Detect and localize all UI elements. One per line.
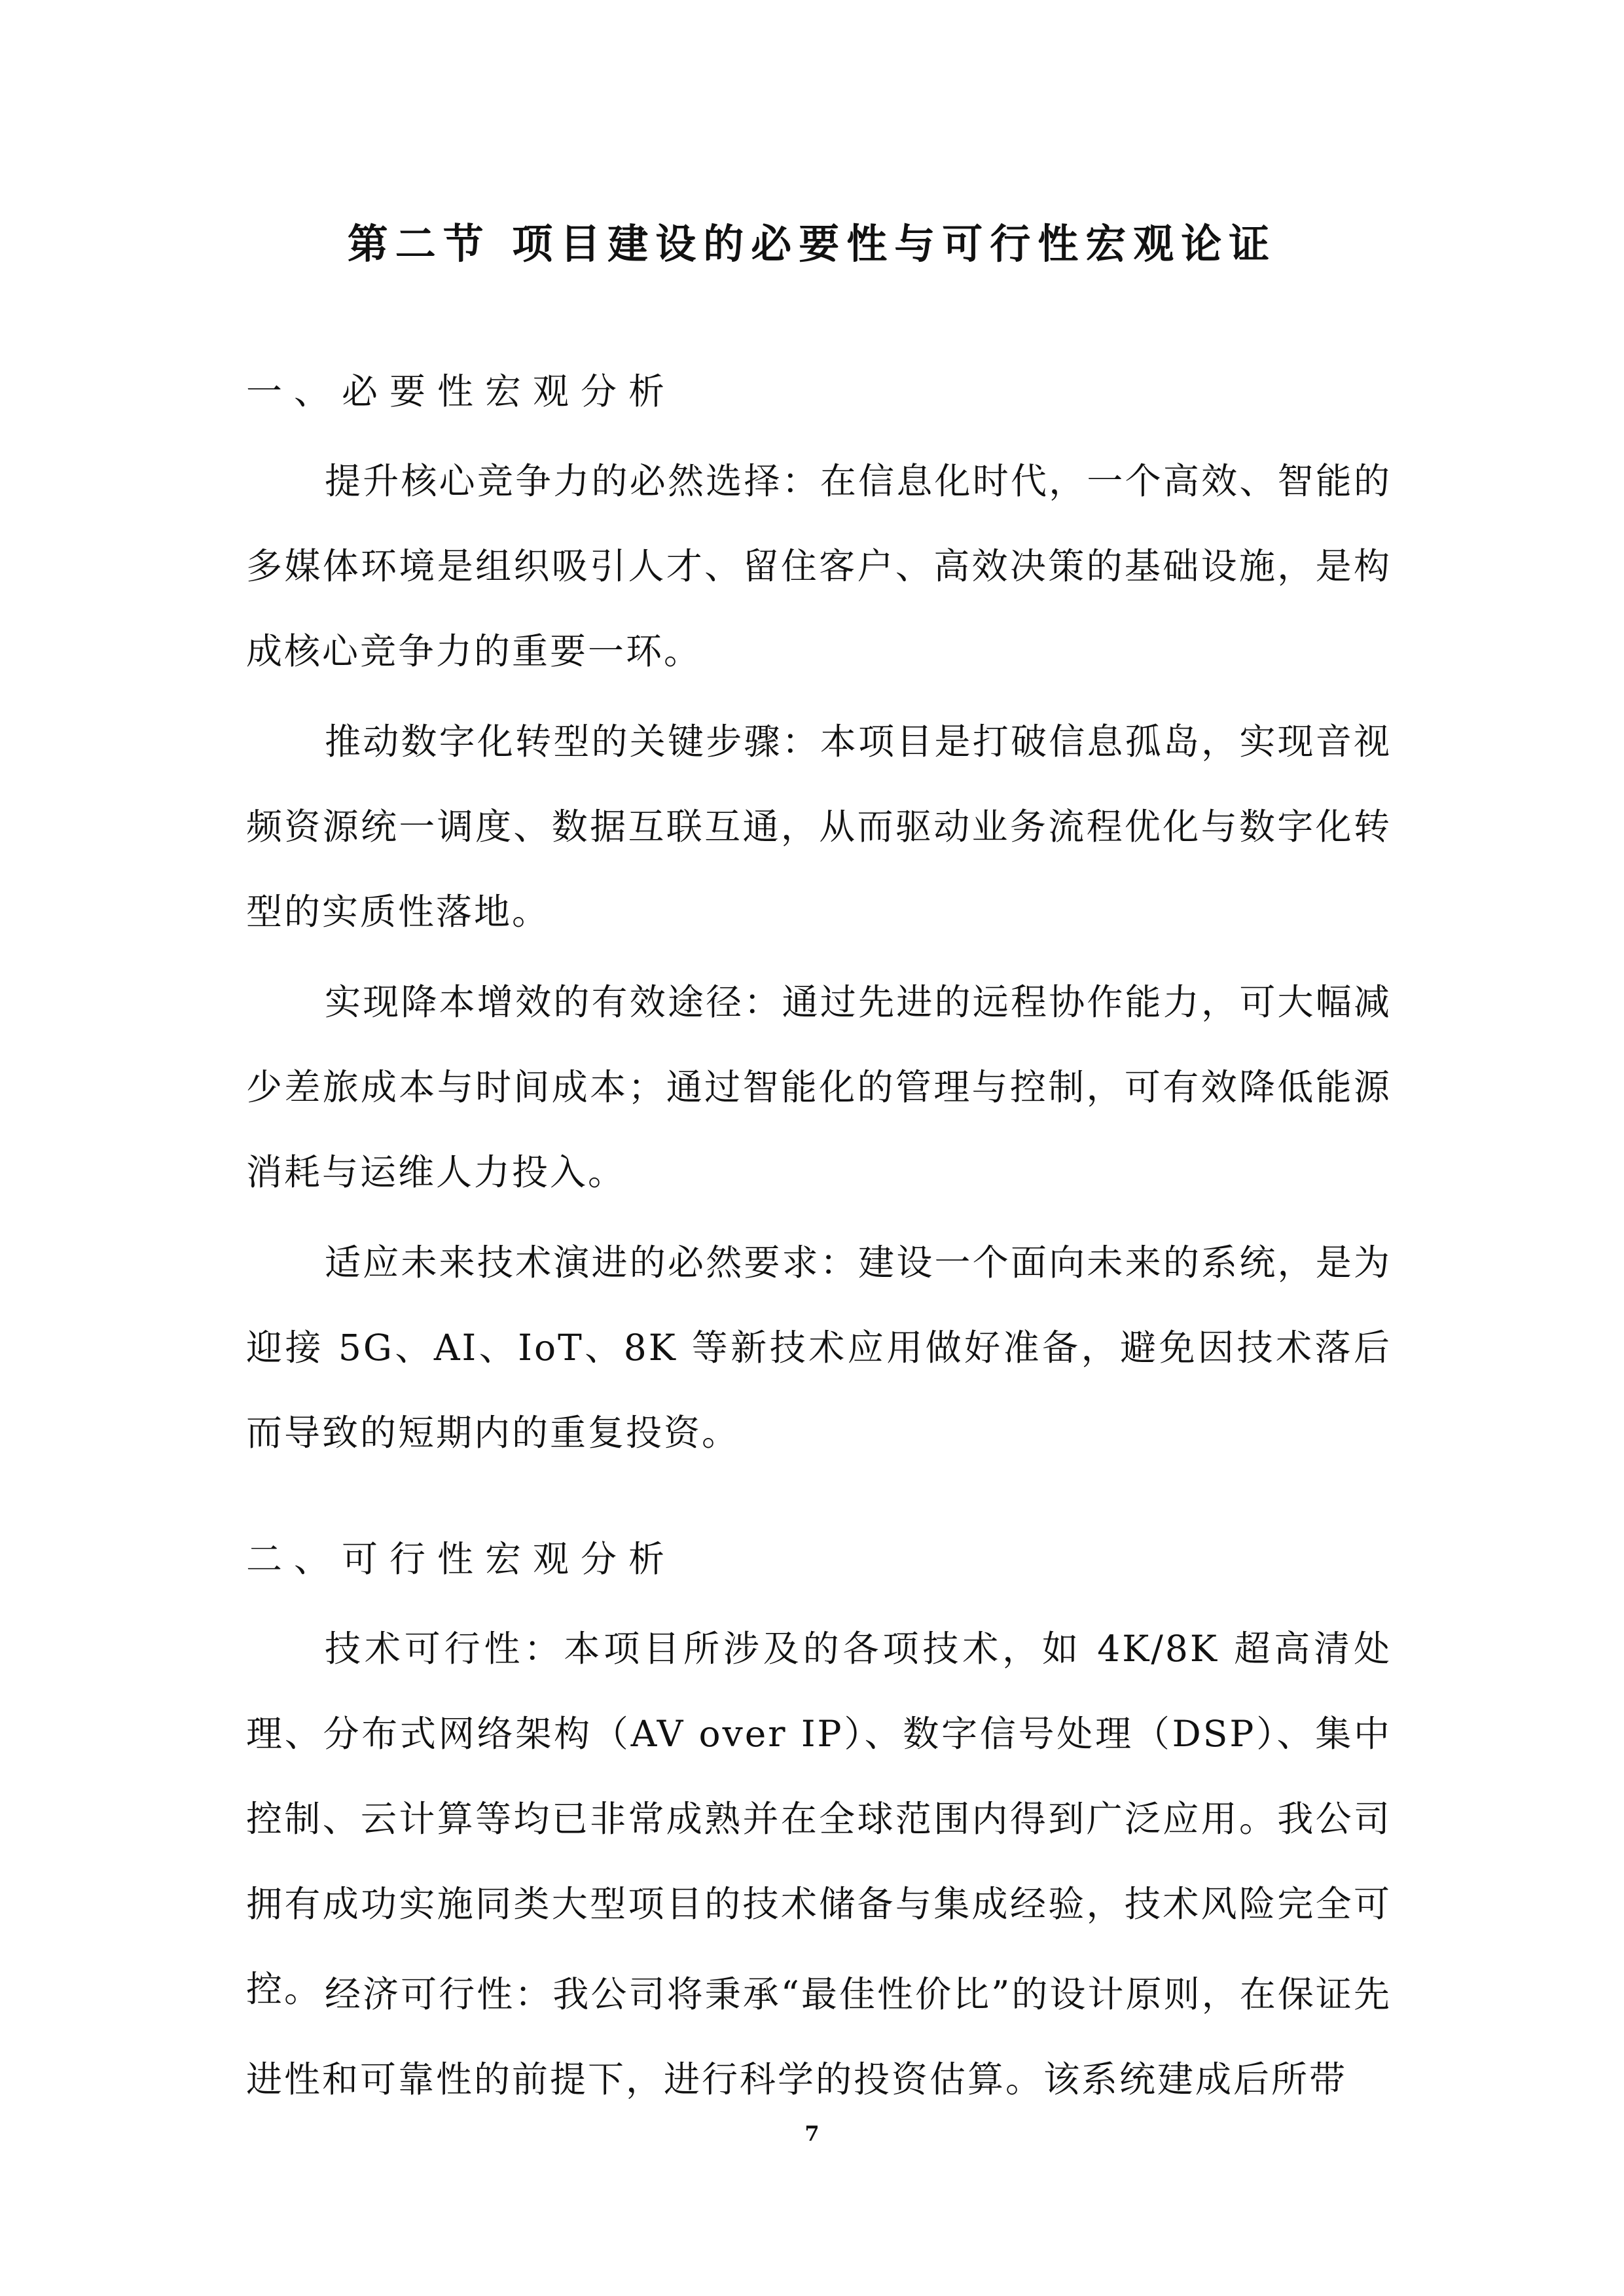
paragraph-economic-feasibility: 经济可行性：我公司将秉承“最佳性价比”的设计原则，在保证先进性和可靠性的前提下，进行科学的投资估算。该系统建成后所带 <box>246 1973 1392 2100</box>
section-heading-necessity: 一、必要性宏观分析 <box>246 370 677 412</box>
paragraph-core-competitiveness: 提升核心竞争力的必然选择：在信息化时代，一个高效、智能的多媒体环境是组织吸引人才、留住客户、高效决策的基础设施，是构成核心竞争力的重要一环。 <box>246 460 1392 672</box>
section-heading-feasibility: 二、可行性宏观分析 <box>246 1538 677 1580</box>
paragraph-technical-feasibility: 技术可行性：本项目所涉及的各项技术，如 4K/8K 超高清处理、分布式网络架构（AV over IP）、数字信号处理（DSP）、集中控制、云计算等均已非常成熟并在全球范围内得到广泛应用。我公司拥有成功实施同类大型项目的技术储备与集成经验，技术风险完全可控。 <box>246 1628 1392 2010</box>
page-number: 7 <box>804 2121 820 2146</box>
page-title: 第二节 项目建设的必要性与可行性宏观论证 <box>347 220 1277 268</box>
paragraph-digital-transformation: 推动数字化转型的关键步骤：本项目是打破信息孤岛，实现音视频资源统一调度、数据互联互通，从而驱动业务流程优化与数字化转型的实质性落地。 <box>246 721 1392 933</box>
paragraph-cost-efficiency: 实现降本增效的有效途径：通过先进的远程协作能力，可大幅减少差旅成本与时间成本；通过智能化的管理与控制，可有效降低能源消耗与运维人力投入。 <box>246 981 1392 1193</box>
paragraph-future-technology: 适应未来技术演进的必然要求：建设一个面向未来的系统，是为迎接 5G、AI、IoT、8K 等新技术应用做好准备，避免因技术落后而导致的短期内的重复投资。 <box>246 1242 1392 1454</box>
